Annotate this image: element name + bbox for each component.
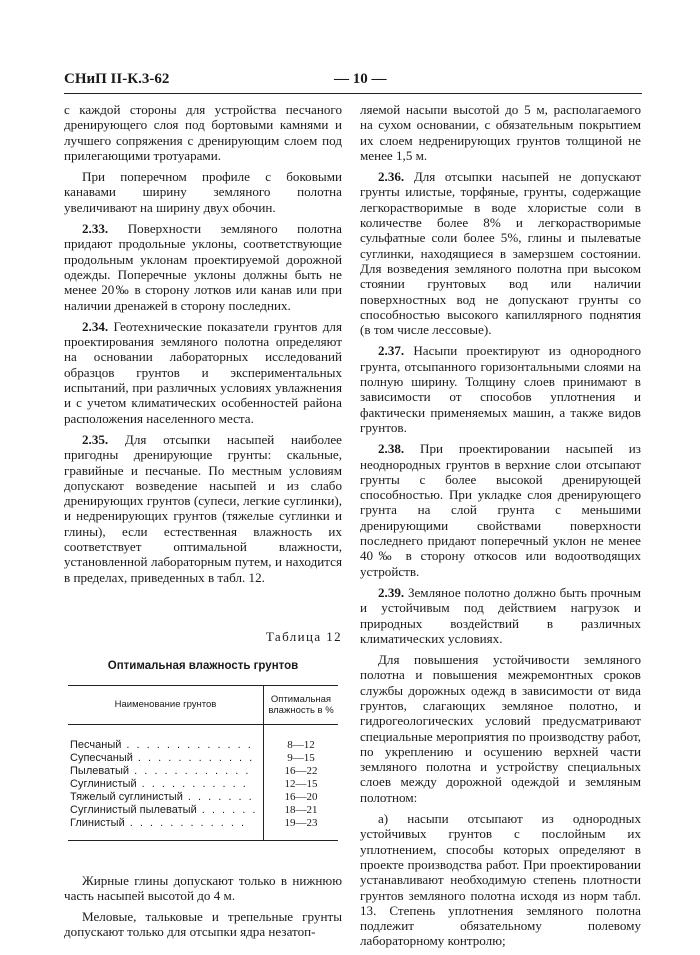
table-row: [68, 804, 338, 817]
page-number: — 10 —: [334, 71, 387, 87]
document-code: СНиП II-К.3-62: [64, 71, 170, 87]
leader-dots: . . . . . . . . . . . .: [129, 764, 251, 777]
moisture-value: 19—23: [264, 817, 339, 841]
table-row: [68, 752, 338, 765]
leader-dots: . . . . . . . . . . . .: [124, 816, 247, 829]
section-text: При проектировании насыпей из неоднородных грунтов в верхние слои отсыпают грунты с более высокой дренирующей способностью. При укладке слоя дренирующего грунта на слой грунта с меньшими дренирующими свойствами поверхности последнего придают поперечный уклон не менее 40‰ в сторону откосов или водоотводящих устройств.: [360, 441, 641, 579]
section-2-39: [360, 585, 641, 646]
table-title: Оптимальная влажность грунтов: [107, 660, 299, 673]
section-2-33: [64, 221, 342, 313]
header-divider: [64, 93, 642, 94]
left-column: [64, 102, 342, 946]
moisture-value: 8—12: [287, 738, 315, 751]
paragraph: а) насыпи отсыпают из однородных устойчивых грунтов с послойным их уплотнением, способы которых определяют в проекте производства работ. При проектировании устанавливают необходимую степень плотности грунтов земляного полотна исходя из норм табл. 13. Степень уплотнения земляного полотна подлежит обязательному полевому лабораторному контролю;: [360, 811, 641, 949]
soil-name: Супесчаный: [70, 751, 133, 764]
table-row: [68, 791, 338, 804]
moisture-value: 16—22: [284, 764, 318, 777]
soil-name: Суглинистый: [70, 777, 137, 790]
section-2-36: [360, 169, 641, 337]
paragraph: Для повышения устойчивости земляного полотна и повышения межремонтных сроков службы дорожных одежд в зависимости от вида грунтов, слагающих земляное полотно, и гидрогеологических условий предусматривают специальные мероприятия по производству работ, по укреплению и осушению верхней части земляного полотна и устройству специальных слоев между дорожной одеждой и земляным полотном:: [360, 652, 641, 805]
section-number: 2.33.: [82, 221, 109, 237]
section-text: Геотехнические показатели грунтов для проектирования земляного полотна определяют на основании лабораторных исследований образцов грунтов и экспериментальных испытаний, при различных условиях увлажнения и с учетом климатических особенностей района расположения населенного места.: [64, 318, 342, 426]
moisture-value: 18—21: [284, 803, 318, 816]
page-header: [64, 71, 640, 91]
table-header-soil: Наименование грунтов: [68, 685, 264, 724]
soil-name: Тяжелый суглинистый: [70, 790, 183, 803]
table-header-moisture: Оптимальная влажность в %: [264, 685, 339, 724]
section-2-37: [360, 343, 641, 435]
moisture-table: [68, 685, 338, 841]
table-label: Таблица 12: [265, 628, 342, 644]
paragraph: Жирные глины допускают только в нижнюю часть насыпей высотой до 4 м.: [64, 872, 342, 903]
paragraph: ляемой насыпи высотой до 5 м, располагаемого на сухом основании, с обязательным покрытием их слоем недренирующих грунтов толщиной не менее 1,5 м.: [360, 102, 641, 163]
leader-dots: . . . . . . .: [182, 790, 254, 803]
section-number: 2.36.: [378, 169, 405, 185]
right-column: [360, 102, 641, 955]
section-number: 2.39.: [378, 584, 405, 600]
section-2-34: [64, 319, 342, 426]
table-row: [68, 817, 338, 841]
table-row: [68, 765, 338, 778]
leader-dots: . . . . . .: [196, 803, 258, 816]
paragraph: с каждой стороны для устройства песчаного дренирующего слоя под бортовыми камнями и лучшего сопряжения с дренирующим слоем под прилегающими тротуарами.: [64, 102, 342, 163]
section-number: 2.34.: [82, 318, 109, 334]
moisture-value: 9—15: [287, 751, 315, 764]
soil-name: Пылеватый: [70, 764, 130, 777]
section-text: Для отсыпки насыпей наиболее пригодны дренирующие грунты: скальные, гравийные и песчаные. По местным условиям допускают возведение насыпей и из слабо дренирующих грунтов (супеси, легкие суглинки), и недренирующих грунтов (тяжелые суглинки и глины), если естественная влажность их соответствует оптимальной влажности, установленной лабораторным путем, и находится в пределах, приведенных в табл. 12.: [64, 431, 342, 585]
paragraph: Меловые, тальковые и трепельные грунты допускают только для отсыпки ядра незатоп-: [64, 909, 342, 940]
section-2-38: [360, 441, 641, 579]
section-number: 2.35.: [82, 431, 109, 447]
soil-name: Песчаный: [70, 738, 122, 751]
section-number: 2.38.: [378, 441, 405, 457]
section-2-35: [64, 432, 342, 585]
moisture-value: 16—20: [284, 790, 318, 803]
section-text: Для отсыпки насыпей не допускают грунты илистые, торфяные, грунты, содержащие легкорастворимые в воде хлористые соли в количестве более 8% и легкорастворимые сульфатные соли более 5%, глины и пылеватые суглинки, находящиеся в замерзшем состоянии. Для возведения земляного полотна при высоком стоянии грунтовых вод или наличии поверхностных вод не допускают грунты со способностью высокого капиллярного поднятия (в том числе лессовые).: [360, 169, 641, 338]
section-text: Поверхности земляного полотна придают продольные уклоны, соответствующие продольным уклонам проектируемой дорожной одежды. Поперечные уклоны должны быть не менее 20‰ в сторону лотков или канав или при наличии дренажей в сторону последних.: [64, 221, 342, 313]
table-row: [68, 778, 338, 791]
table-row: [68, 724, 338, 752]
moisture-value: 12—15: [284, 777, 318, 790]
soil-name: Глинистый: [70, 816, 125, 829]
leader-dots: . . . . . . . . . . . . .: [121, 738, 253, 751]
section-number: 2.37.: [378, 343, 405, 359]
leader-dots: . . . . . . . . . . .: [136, 777, 248, 790]
section-text: Земляное полотно должно быть прочным и устойчивым под действием нагрузок и природных воздействий в различных климатических условиях.: [360, 584, 641, 646]
paragraph: При поперечном профиле с боковыми канавами ширину земляного полотна увеличивают на ширину двух обочин.: [64, 169, 342, 215]
leader-dots: . . . . . . . . . . . .: [132, 751, 255, 764]
section-text: Насыпи проектируют из однородного грунта, отсыпанного горизонтальными слоями на полную ширину. Толщину слоев принимают в зависимости от способов уплотнения и фактически применяемых машин, а также видов грунтов.: [360, 343, 641, 435]
soil-name: Суглинистый пылеватый: [70, 803, 197, 816]
